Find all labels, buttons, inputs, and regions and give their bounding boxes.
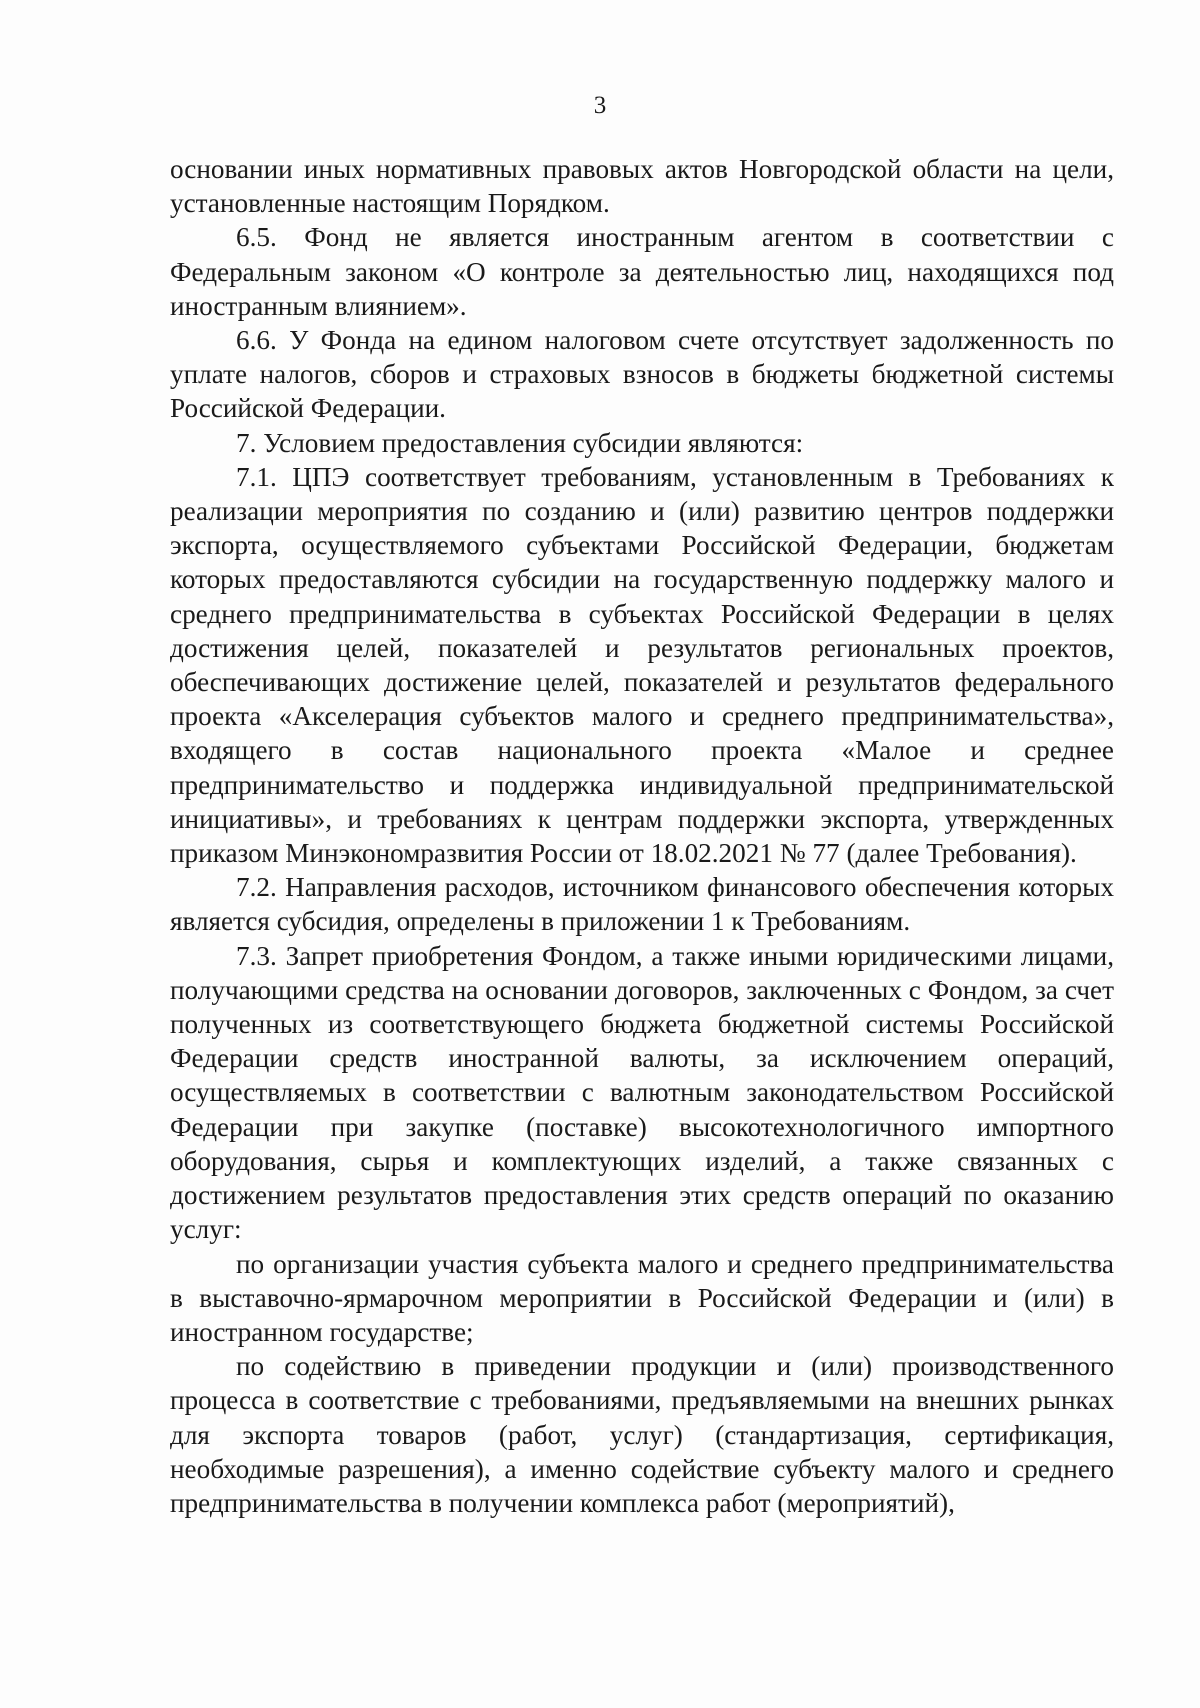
paragraph-7-1: 7.1. ЦПЭ соответствует требованиям, установленным в Требованиях к реализации мероприятия по созданию и (или) развитию центров поддержки экспорта, осуществляемого субъектами Российской Федерации, бюджетам которых предоставляются субсидии на государственную поддержку малого и среднего предпринимательства в субъектах Российской Федерации в целях достижения целей, показателей и результатов региональных проектов, обеспечивающих достижение целей, показателей и результатов федерального проекта «Акселерация субъектов малого и среднего предпринимательства», входящего в состав национального проекта «Малое и среднее предпринимательство и поддержка индивидуальной предпринимательской инициативы», и требованиях к центрам поддержки экспорта, утвержденных приказом Минэкономразвития России от 18.02.2021 № 77 (далее Требования). — [170, 461, 1114, 869]
page-number: 3 — [593, 92, 607, 119]
paragraph-certification-services: по содействию в приведении продукции и (или) производственного процесса в соответствие с требованиями, предъявляемыми на внешних рынках для экспорта товаров (работ, услуг) (стандартизация, сертификация, необходимые разрешения), а именно содействие субъекту малого и среднего предпринимательства в получении комплекса работ (мероприятий), — [170, 1351, 1114, 1518]
paragraph-7: 7. Условием предоставления субсидии являются: — [236, 427, 804, 458]
paragraph-7-3: 7.3. Запрет приобретения Фондом, а также иными юридическими лицами, получающими средства на основании договоров, заключенных с Фондом, за счет полученных из соответствующего бюджета бюджетной системы Российской Федерации средств иностранной валюты, за исключением операций, осуществляемых в соответствии с валютным законодательством Российской Федерации при закупке (поставке) высокотехнологичного импортного оборудования, сырья и комплектующих изделий, а также связанных с достижением результатов предоставления этих средств операций по оказанию услуг: — [170, 940, 1114, 1245]
paragraph-6-6: 6.6. У Фонда на едином налоговом счете отсутствует задолженность по уплате налогов, сборов и страховых взносов в бюджеты бюджетной системы Российской Федерации. — [170, 325, 1114, 424]
paragraph-7-2: 7.2. Направления расходов, источником финансового обеспечения которых является субсидия, определены в приложении 1 к Требованиям. — [170, 872, 1114, 937]
document-body — [170, 152, 1114, 1520]
paragraph-continuation: основании иных нормативных правовых актов Новгородской области на цели, установленные настоящим Порядком. — [170, 154, 1114, 219]
paragraph-6-5: 6.5. Фонд не является иностранным агентом в соответствии с Федеральным законом «О контроле за деятельностью лиц, находящихся под иностранным влиянием». — [170, 222, 1114, 321]
paragraph-exhibition-services: по организации участия субъекта малого и среднего предпринимательства в выставочно-ярмарочном мероприятии в Российской Федерации и (или) в иностранном государстве; — [170, 1248, 1114, 1347]
